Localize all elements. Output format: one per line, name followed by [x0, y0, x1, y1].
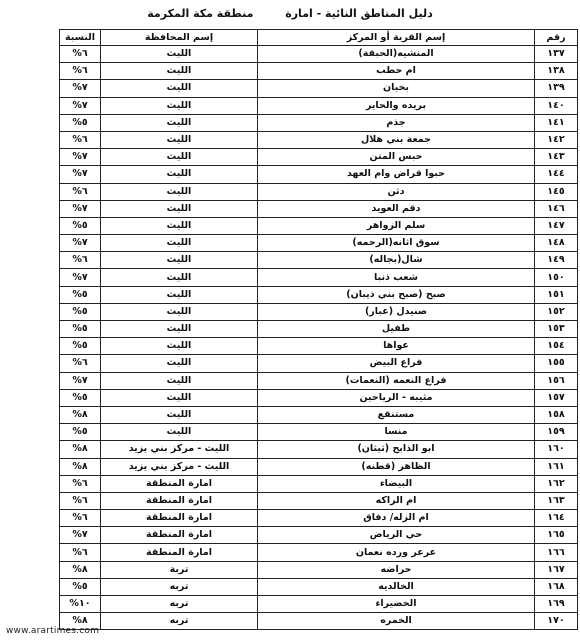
cell-percent: %٥ [60, 578, 101, 595]
cell-governorate: تربه [101, 596, 258, 613]
table-row [60, 269, 578, 286]
cell-village: حبس المتن [258, 149, 535, 166]
cell-percent: %٨ [60, 406, 101, 423]
table-row [60, 338, 578, 355]
cell-num: ١٦١ [535, 458, 578, 475]
cell-num: ١٣٩ [535, 80, 578, 97]
cell-percent: %٧ [60, 235, 101, 252]
cell-governorate: تربه [101, 613, 258, 630]
cell-village: سوق اثانه(الرحمه) [258, 235, 535, 252]
cell-governorate: الليث [101, 114, 258, 131]
table-row [60, 406, 578, 423]
cell-percent: %٦ [60, 475, 101, 492]
table-row [60, 303, 578, 320]
header-num: رقم [535, 30, 578, 46]
table-header-row [60, 30, 578, 46]
cell-num: ١٦٣ [535, 492, 578, 509]
cell-percent: %٦ [60, 544, 101, 561]
cell-governorate: الليث [101, 131, 258, 148]
cell-num: ١٦٩ [535, 596, 578, 613]
table-row [60, 217, 578, 234]
header-percent: النسبة [60, 30, 101, 46]
table-row [60, 63, 578, 80]
table-row [60, 252, 578, 269]
cell-num: ١٦٨ [535, 578, 578, 595]
table-row [60, 492, 578, 509]
cell-village: ام الراكه [258, 492, 535, 509]
cell-village: طفيل [258, 321, 535, 338]
table-row [60, 114, 578, 131]
cell-village: منسا [258, 424, 535, 441]
table-row [60, 149, 578, 166]
site-watermark: www.arartimes.com [6, 626, 100, 636]
table-row [60, 235, 578, 252]
cell-num: ١٦٥ [535, 527, 578, 544]
cell-percent: %٨ [60, 613, 101, 630]
cell-num: ١٥١ [535, 286, 578, 303]
cell-governorate: الليث - مركز بني يزيد [101, 458, 258, 475]
cell-percent: %٨ [60, 458, 101, 475]
cell-governorate: الليث [101, 303, 258, 320]
cell-governorate: تربه [101, 578, 258, 595]
cell-num: ١٥٩ [535, 424, 578, 441]
cell-percent: %١٠ [60, 596, 101, 613]
cell-percent: %٥ [60, 389, 101, 406]
cell-num: ١٤٠ [535, 97, 578, 114]
cell-percent: %٧ [60, 80, 101, 97]
page-heading [0, 6, 580, 22]
table-row [60, 389, 578, 406]
cell-village: دقم العويد [258, 200, 535, 217]
cell-num: ١٤٣ [535, 149, 578, 166]
table-row [60, 97, 578, 114]
cell-num: ١٥٧ [535, 389, 578, 406]
cell-village: الظاهر (قطنه) [258, 458, 535, 475]
cell-num: ١٣٨ [535, 63, 578, 80]
cell-num: ١٥٣ [535, 321, 578, 338]
cell-governorate: الليث [101, 46, 258, 63]
cell-governorate: امارة المنطقة [101, 527, 258, 544]
cell-num: ١٤١ [535, 114, 578, 131]
table-row [60, 355, 578, 372]
cell-village: سلم الزواهر [258, 217, 535, 234]
cell-governorate: امارة المنطقة [101, 510, 258, 527]
cell-num: ١٥٦ [535, 372, 578, 389]
cell-governorate: تربة [101, 561, 258, 578]
cell-village: صبح (صبح بني ذيبان) [258, 286, 535, 303]
cell-governorate: الليث [101, 355, 258, 372]
cell-village: شعب ذنبا [258, 269, 535, 286]
cell-governorate: الليث - مركز بني يزيد [101, 441, 258, 458]
cell-num: ١٦٢ [535, 475, 578, 492]
header-village: إسم القرية أو المركز [258, 30, 535, 46]
cell-num: ١٤٩ [535, 252, 578, 269]
cell-percent: %٥ [60, 217, 101, 234]
cell-governorate: الليث [101, 406, 258, 423]
cell-governorate: الليث [101, 286, 258, 303]
cell-village: ام الزله/ دفاق [258, 510, 535, 527]
table-row [60, 424, 578, 441]
cell-governorate: الليث [101, 166, 258, 183]
cell-village: شال(بجاله) [258, 252, 535, 269]
cell-village: ابو الذابح (ثيثان) [258, 441, 535, 458]
cell-percent: %٥ [60, 338, 101, 355]
table-row [60, 183, 578, 200]
cell-village: جمعة بني هلال [258, 131, 535, 148]
cell-governorate: امارة المنطقة [101, 475, 258, 492]
cell-village: ام حطب [258, 63, 535, 80]
cell-num: ١٤٦ [535, 200, 578, 217]
cell-village: الخالديه [258, 578, 535, 595]
table-row [60, 527, 578, 544]
cell-governorate: الليث [101, 200, 258, 217]
cell-village: عواها [258, 338, 535, 355]
cell-num: ١٤٨ [535, 235, 578, 252]
cell-village: مثيبه - الرياحين [258, 389, 535, 406]
cell-village: حراضه [258, 561, 535, 578]
cell-village: فراع البيض [258, 355, 535, 372]
cell-village: بريده والحاير [258, 97, 535, 114]
cell-governorate: الليث [101, 269, 258, 286]
cell-num: ١٥٤ [535, 338, 578, 355]
cell-governorate: الليث [101, 321, 258, 338]
cell-num: ١٣٧ [535, 46, 578, 63]
cell-percent: %٨ [60, 441, 101, 458]
cell-num: ١٧٠ [535, 613, 578, 630]
cell-num: ١٥٠ [535, 269, 578, 286]
cell-village: مستنقع [258, 406, 535, 423]
table-row [60, 544, 578, 561]
cell-village: حبوا قراض وام العهد [258, 166, 535, 183]
cell-village: عرعر ورده نعمان [258, 544, 535, 561]
cell-percent: %٥ [60, 286, 101, 303]
cell-governorate: الليث [101, 338, 258, 355]
cell-percent: %٦ [60, 510, 101, 527]
cell-village: فراع النعمه (النعمات) [258, 372, 535, 389]
cell-percent: %٥ [60, 321, 101, 338]
table-row [60, 46, 578, 63]
cell-governorate: الليث [101, 217, 258, 234]
cell-village: حي الرياض [258, 527, 535, 544]
cell-num: ١٤٥ [535, 183, 578, 200]
table-row [60, 613, 578, 630]
cell-percent: %٦ [60, 252, 101, 269]
villages-table [59, 29, 578, 630]
cell-village: المنشيه(الحبقة) [258, 46, 535, 63]
cell-governorate: الليث [101, 424, 258, 441]
table-row [60, 321, 578, 338]
table-row [60, 131, 578, 148]
cell-percent: %٧ [60, 97, 101, 114]
cell-governorate: الليث [101, 389, 258, 406]
cell-percent: %٦ [60, 131, 101, 148]
cell-governorate: الليث [101, 63, 258, 80]
table-row [60, 441, 578, 458]
cell-percent: %٧ [60, 527, 101, 544]
cell-percent: %٦ [60, 492, 101, 509]
table-row [60, 596, 578, 613]
cell-governorate: الليث [101, 97, 258, 114]
cell-percent: %٥ [60, 114, 101, 131]
cell-village: الخمره [258, 613, 535, 630]
cell-percent: %٦ [60, 355, 101, 372]
table-row [60, 200, 578, 217]
cell-percent: %٧ [60, 372, 101, 389]
cell-percent: %٧ [60, 269, 101, 286]
cell-governorate: امارة المنطقة [101, 492, 258, 509]
cell-num: ١٦٤ [535, 510, 578, 527]
cell-village: دثن [258, 183, 535, 200]
cell-num: ١٥٨ [535, 406, 578, 423]
cell-governorate: الليث [101, 80, 258, 97]
region-title: منطقة مكة المكرمة [147, 7, 254, 20]
table-row [60, 80, 578, 97]
cell-percent: %٥ [60, 424, 101, 441]
table-row [60, 372, 578, 389]
cell-percent: %٥ [60, 303, 101, 320]
cell-percent: %٧ [60, 200, 101, 217]
table-row [60, 561, 578, 578]
cell-governorate: الليث [101, 235, 258, 252]
table-row [60, 510, 578, 527]
cell-percent: %٧ [60, 166, 101, 183]
cell-num: ١٤٤ [535, 166, 578, 183]
cell-governorate: الليث [101, 252, 258, 269]
cell-num: ١٤٢ [535, 131, 578, 148]
cell-percent: %٦ [60, 46, 101, 63]
cell-percent: %٦ [60, 183, 101, 200]
table-row [60, 475, 578, 492]
cell-num: ١٦٧ [535, 561, 578, 578]
table-row [60, 458, 578, 475]
header-governorate: إسم المحافظة [101, 30, 258, 46]
cell-governorate: الليث [101, 149, 258, 166]
cell-village: صنيدل (عبار) [258, 303, 535, 320]
cell-num: ١٤٧ [535, 217, 578, 234]
cell-village: بخيان [258, 80, 535, 97]
cell-num: ١٥٥ [535, 355, 578, 372]
table-row [60, 166, 578, 183]
cell-governorate: الليث [101, 183, 258, 200]
table-row [60, 286, 578, 303]
cell-percent: %٧ [60, 149, 101, 166]
document-title: دليل المناطق النائية - امارة [285, 7, 433, 20]
cell-village: جذم [258, 114, 535, 131]
cell-village: البيضاء [258, 475, 535, 492]
cell-num: ١٥٢ [535, 303, 578, 320]
cell-governorate: امارة المنطقة [101, 544, 258, 561]
cell-percent: %٨ [60, 561, 101, 578]
cell-num: ١٦٦ [535, 544, 578, 561]
cell-num: ١٦٠ [535, 441, 578, 458]
table-body [60, 46, 578, 630]
cell-percent: %٦ [60, 63, 101, 80]
cell-governorate: الليث [101, 372, 258, 389]
table-row [60, 578, 578, 595]
cell-village: الخضيراء [258, 596, 535, 613]
